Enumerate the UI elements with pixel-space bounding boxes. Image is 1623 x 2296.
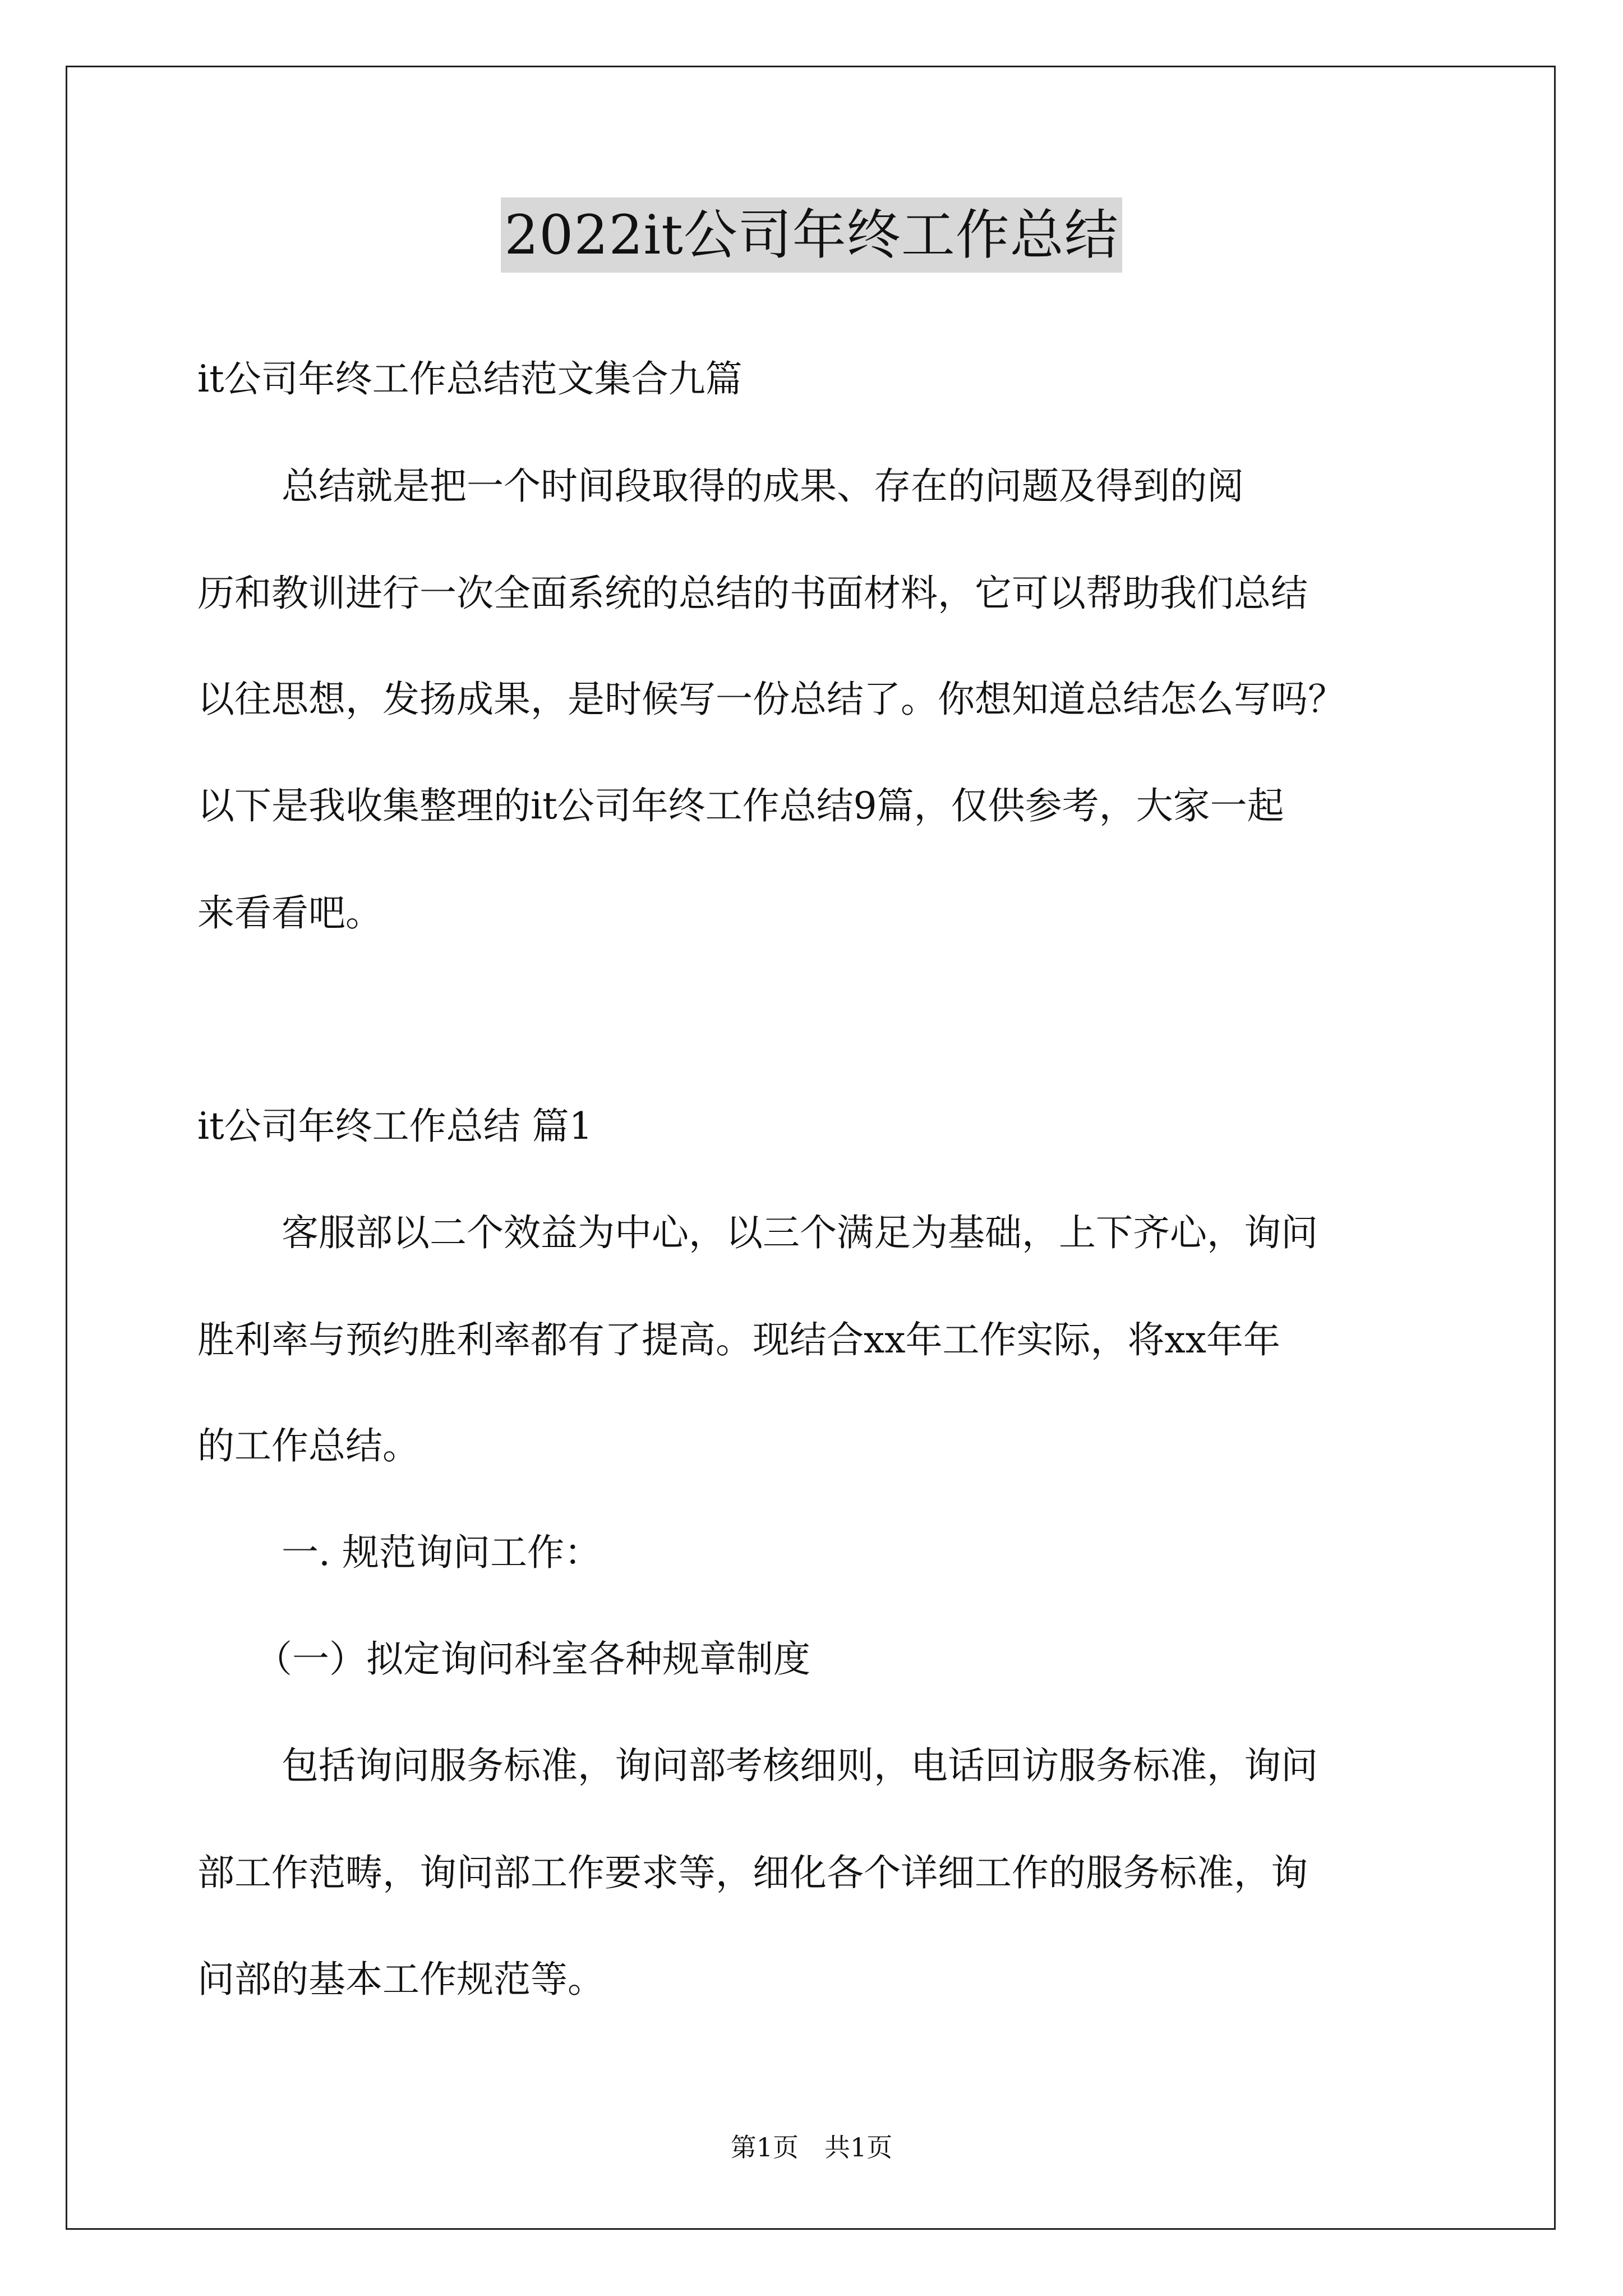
- para2-line-2: 部工作范畴，询问部工作要求等，细化各个详细工作的服务标准，询: [197, 1851, 1308, 1894]
- intro-line-3: 以往思想，发扬成果，是时候写一份总结了。你想知道总结怎么写吗？: [197, 678, 1345, 721]
- item-heading: 一. 规范询问工作：: [282, 1531, 601, 1574]
- para1-line-1: 客服部以二个效益为中心，以三个满足为基础，上下齐心，询问: [282, 1211, 1318, 1254]
- intro-line-1: 总结就是把一个时间段取得的成果、存在的问题及得到的阅: [282, 464, 1244, 508]
- title-container: [0, 197, 1623, 273]
- para1-line-2: 胜利率与预约胜利率都有了提高。现结合xx年工作实际，将xx年年: [197, 1318, 1280, 1361]
- para2-line-1: 包括询问服务标准，询问部考核细则，电话回访服务标准，询问: [282, 1744, 1318, 1787]
- para1-line-3: 的工作总结。: [197, 1424, 419, 1467]
- intro-line-5: 来看看吧。: [197, 891, 382, 935]
- intro-line-2: 历和教训进行一次全面系统的总结的书面材料，它可以帮助我们总结: [197, 572, 1308, 615]
- sub-heading: （一）拟定询问科室各种规章制度: [255, 1637, 810, 1681]
- para2-line-3: 问部的基本工作规范等。: [197, 1958, 605, 2001]
- intro-line-4: 以下是我收集整理的it公司年终工作总结9篇，仅供参考，大家一起: [197, 784, 1284, 827]
- section-heading: it公司年终工作总结 篇1: [197, 1105, 593, 1148]
- document-title: 2022it公司年终工作总结: [501, 197, 1122, 273]
- page-footer: 第1页 共1页: [730, 2132, 893, 2162]
- document-subtitle: it公司年终工作总结范文集合九篇: [197, 357, 743, 401]
